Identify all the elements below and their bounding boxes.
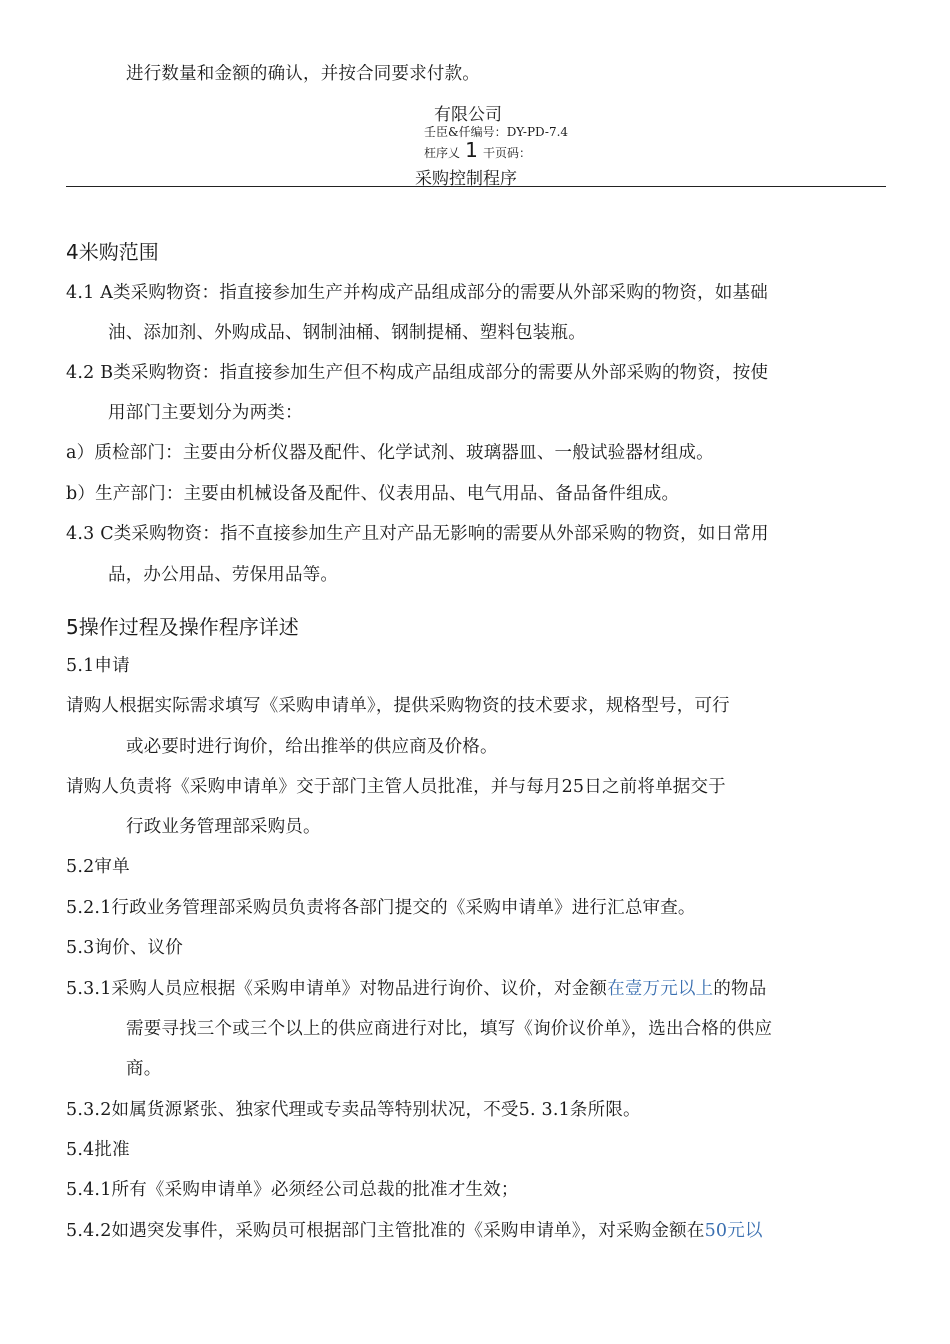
para-5-3-1-line2: 需要寻找三个或三个以上的供应商进行对比，填写《询价议价单》，选出合格的供应 [126,1019,773,1039]
page-info [424,138,531,162]
para-4-1-line1: 4.1 A类采购物资：指直接参加生产并构成产品组成部分的需要从外部采购的物资，如基础 [66,283,768,303]
para-5-3-1-text-a: 5.3.1采购人员应根据《采购申请单》对物品进行询价、议价，对金额 [66,979,608,999]
para-4-2-a: a）质检部门：主要由分析仪器及配件、化学试剂、玻璃器皿、一般试验器材组成。 [66,443,714,463]
para-5-4-1: 5.4.1所有《采购申请单》必须经公司总裁的批准才生效； [66,1180,519,1200]
seq-label: 枉序乂 [424,146,461,160]
subsection-5-4: 5.4批准 [66,1140,130,1160]
para-4-1-line2: 油、添加剂、外购成品、钢制油桶、钢制提桶、塑料包装瓶。 [108,323,586,343]
para-5-1-b-line1: 请购人负责将《采购申请单》交于部门主管人员批准，并与每月25日之前将单据交于 [66,777,726,797]
para-5-3-2: 5.3.2如属货源紧张、独家代理或专卖品等特别状况，不受5. 3.1条所限。 [66,1100,641,1120]
para-5-4-2-highlight: 50元以 [704,1221,763,1241]
subsection-5-1: 5.1申请 [66,656,130,676]
para-5-3-1-text-b: 的物品 [713,979,767,999]
para-4-2-line2: 用部门主要划分为两类： [108,403,303,423]
para-5-4-2-text-a: 5.4.2如遇突发事件，采购员可根据部门主管批准的《采购申请单》，对采购金额在 [66,1221,705,1241]
subsection-5-3: 5.3询价、议价 [66,938,183,958]
doc-code-value: DY-PD-7.4 [506,125,569,139]
para-4-3-line2: 品，办公用品、劳保用品等。 [108,565,339,585]
header-rule [66,186,886,187]
company-name: 有限公司 [434,105,502,125]
para-5-3-1-line1 [66,975,766,1000]
para-4-2-b: b）生产部门：主要由机械设备及配件、仪表用品、电气用品、备品备件组成。 [66,484,680,504]
doc-code-label: 壬臣&仟编号： [424,125,507,139]
doc-title: 采购控制程序 [415,169,517,189]
seq-value: 1 [465,138,478,162]
section-5-heading: 5操作过程及操作程序详述 [66,615,299,639]
subsection-5-2: 5.2审单 [66,857,130,877]
para-4-2-line1: 4.2 B类采购物资：指直接参加生产但不构成产品组成部分的需要从外部采购的物资，按使 [66,363,769,383]
para-4-3-line1: 4.3 C类采购物资：指不直接参加生产且对产品无影响的需要从外部采购的物资，如日常用 [66,524,769,544]
para-5-3-1-line3: 商。 [126,1059,162,1079]
para-5-2-1: 5.2.1行政业务管理部采购员负责将各部门提交的《采购申请单》进行汇总审查。 [66,898,696,918]
para-5-1-a-line1: 请购人根据实际需求填写《采购申请单》，提供采购物资的技术要求，规格型号，可行 [66,696,730,716]
continued-paragraph: 进行数量和金额的确认，并按合同要求付款。 [126,64,480,84]
section-4-heading: 4米购范围 [66,240,159,264]
para-5-4-2-line1 [66,1217,763,1242]
page-label: 干页码： [482,146,531,160]
para-5-1-a-line2: 或必要时进行询价，给出推举的供应商及价格。 [126,737,498,757]
para-5-3-1-highlight: 在壹万元以上 [607,979,714,999]
para-5-1-b-line2: 行政业务管理部采购员。 [126,817,321,837]
